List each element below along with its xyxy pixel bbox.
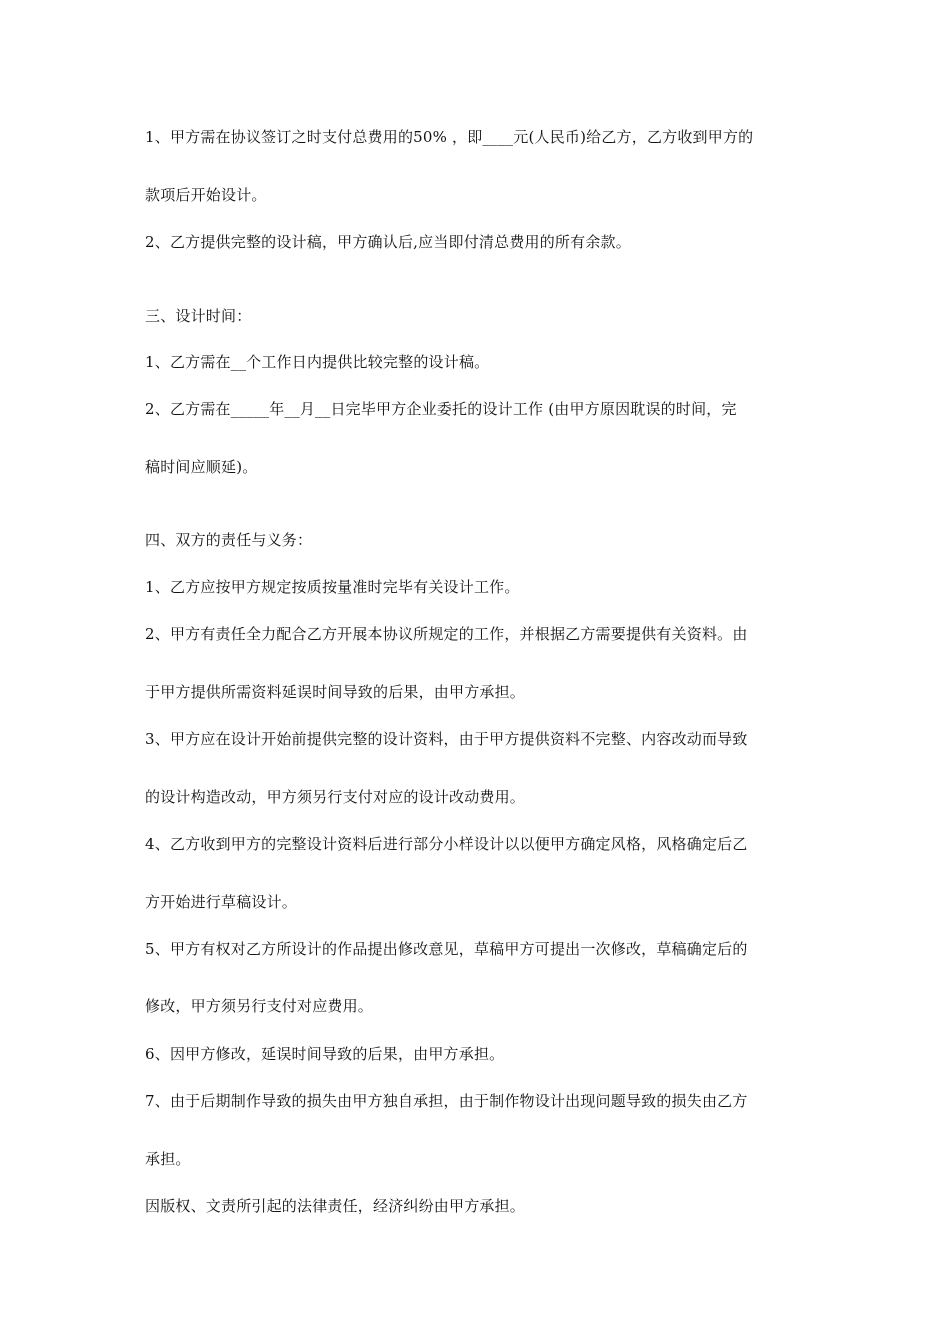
responsibility-clause-7-line-2: 承担。 (145, 1150, 191, 1168)
payment-clause-1-line-1: 1、甲方需在协议签订之时支付总费用的50% ，即____元(人民币)给乙方，乙方收到甲方的 (145, 128, 754, 146)
responsibility-clause-4-line-1: 4、乙方收到甲方的完整设计资料后进行部分小样设计以以便甲方确定风格，风格确定后乙 (145, 835, 748, 853)
responsibility-clause-1: 1、乙方应按甲方规定按质按量准时完毕有关设计工作。 (145, 578, 520, 596)
responsibility-clause-6: 6、因甲方修改，延误时间导致的后果，由甲方承担。 (145, 1045, 505, 1063)
responsibility-clause-5-line-2: 修改，甲方须另行支付对应费用。 (145, 997, 374, 1015)
responsibility-clause-2-line-2: 于甲方提供所需资料延误时间导致的后果，由甲方承担。 (145, 683, 526, 701)
payment-clause-1-line-2: 款项后开始设计。 (145, 186, 267, 204)
design-time-clause-1: 1、乙方需在__个工作日内提供比较完整的设计稿。 (145, 353, 490, 371)
responsibility-clause-3-line-1: 3、甲方应在设计开始前提供完整的设计资料，由于甲方提供资料不完整、内容改动而导致 (145, 730, 748, 748)
responsibility-clause-3-line-2: 的设计构造改动，甲方须另行支付对应的设计改动费用。 (145, 788, 526, 806)
design-time-clause-2-line-2: 稿时间应顺延)。 (145, 458, 258, 476)
responsibility-clause-5-line-1: 5、甲方有权对乙方所设计的作品提出修改意见，草稿甲方可提出一次修改，草稿确定后的 (145, 940, 748, 958)
responsibility-clause-4-line-2: 方开始进行草稿设计。 (145, 893, 298, 911)
section-heading-responsibilities: 四、双方的责任与义务： (145, 531, 313, 549)
design-time-clause-2-line-1: 2、乙方需在_____年__月__日完毕甲方企业委托的设计工作 (由甲方原因耽误的时间，完 (145, 400, 737, 418)
liability-note: 因版权、文责所引起的法律责任，经济纠纷由甲方承担。 (145, 1197, 526, 1215)
section-heading-design-time: 三、设计时间： (145, 307, 252, 325)
responsibility-clause-7-line-1: 7、由于后期制作导致的损失由甲方独自承担，由于制作物设计出现问题导致的损失由乙方 (145, 1092, 748, 1110)
responsibility-clause-2-line-1: 2、甲方有责任全力配合乙方开展本协议所规定的工作，并根据乙方需要提供有关资料。由 (145, 625, 748, 643)
payment-clause-2: 2、乙方提供完整的设计稿，甲方确认后,应当即付清总费用的所有余款。 (145, 233, 631, 251)
